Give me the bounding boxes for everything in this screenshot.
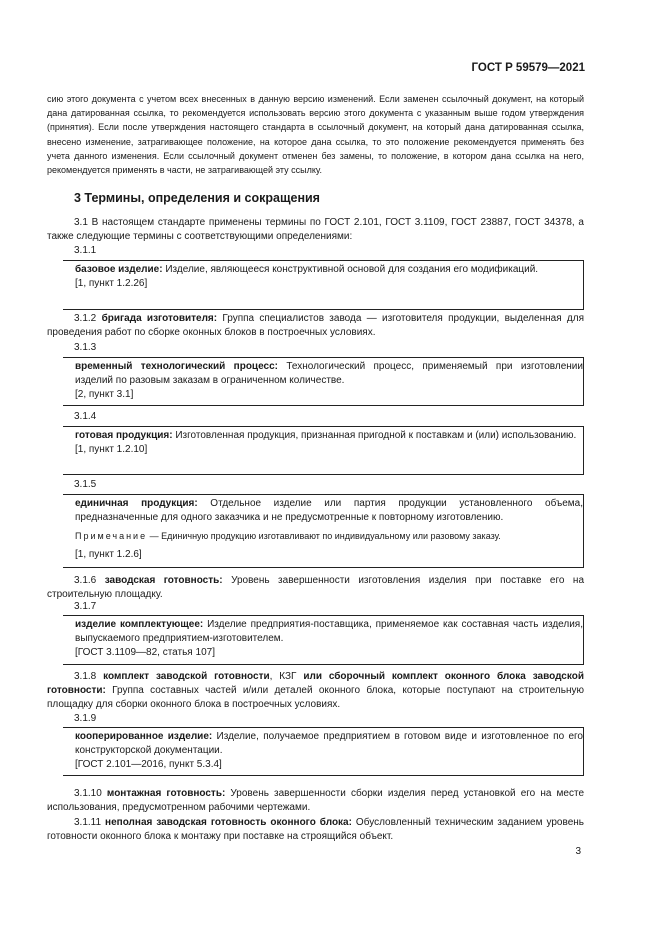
term-box <box>63 426 584 475</box>
term-definition: Группа специалистов завода — изготовителя продукции, выделенная для проведения работ по сборке оконных блоков в построечных условиях. <box>47 313 584 339</box>
term-definition: Обусловленный техническим заданием уровень готовности оконного блока к монтажу при поставке на строящийся объект. <box>47 817 584 843</box>
term-inline <box>47 670 584 713</box>
term-name: монтажная готовность: <box>106 788 226 799</box>
term-definition: Технологический процесс, применяемый при изготовлении изделий по разовым заказам в ограниченном количестве. <box>75 361 583 387</box>
term-source: [1, пункт 1.2.10] <box>75 444 148 456</box>
term-inline <box>47 816 584 844</box>
term-source: [ГОСТ 3.1109—82, статья 107] <box>75 647 215 659</box>
term-name-2: сборочный комплект оконного блока заводской готовности: <box>47 671 584 697</box>
term-abbrev: , КЗГ <box>269 671 304 682</box>
term-definition: Группа составных частей и/или деталей оконного блока, которые поступают на строительную площадку для сборки оконного блока в построечных условиях. <box>47 685 584 711</box>
term-box <box>63 357 584 406</box>
term-box <box>63 260 584 310</box>
term-name: единичная продукция: <box>75 498 198 509</box>
term-source: [1, пункт 1.2.26] <box>75 278 148 290</box>
term-definition: Отдельное изделие или партия продукции установленного объема, предназначенные для одного заказчика и не предусмотренные к повторному изготовлению. <box>75 498 583 524</box>
note-label: Примечание <box>75 531 148 542</box>
term-name: комплект заводской готовности <box>103 671 270 682</box>
term-source: [ГОСТ 2.101—2016, пункт 5.3.4] <box>75 759 222 771</box>
term-name: готовая продукция: <box>75 430 173 441</box>
term-number: 3.1.10 <box>74 788 102 799</box>
term-source: [1, пункт 1.2.6] <box>75 548 142 560</box>
term-number: 3.1.5 <box>74 479 97 490</box>
note-text: — Единичную продукцию изготавливают по индивидуальному или разовому заказу. <box>147 531 501 542</box>
term-name: базовое изделие: <box>75 264 163 275</box>
section-title: 3 Термины, определения и сокращения <box>74 191 320 205</box>
term-name: кооперированное изделие: <box>75 731 213 742</box>
term-number: 3.1.1 <box>74 245 97 256</box>
term-name: заводская готовность: <box>104 575 223 586</box>
term-number: 3.1.2 <box>74 313 97 324</box>
term-name: изделие комплектующее: <box>75 619 204 630</box>
term-inline <box>47 312 584 340</box>
term-number: 3.1.7 <box>74 601 97 612</box>
term-definition: Уровень завершенности сборки изделия перед установкой его на месте использования, предусмотренном рабочими чертежами. <box>47 788 585 814</box>
paragraph-3-1: 3.1 В настоящем стандарте применены термины по ГОСТ 2.101, ГОСТ 3.1109, ГОСТ 23887, ГОСТ 34378, а также следующие термины с соответствующими определениями: <box>47 217 584 243</box>
term-box <box>63 494 584 568</box>
term-number: 3.1.4 <box>74 411 97 422</box>
term-number: 3.1.6 <box>74 575 97 586</box>
term-name: временный технологический процесс: <box>75 361 278 372</box>
doc-code: ГОСТ Р 59579—2021 <box>471 62 585 74</box>
term-definition: Изделие, являющееся конструктивной основой для создания его модификаций. <box>162 264 539 275</box>
intro-paragraph: сию этого документа с учетом всех внесенных в данную версию изменений. Если заменен ссылочный документ, на который дана датированная ссылка, то рекомендуется использовать версию этого документа с указанным выше годом утверждения (принятия). Если после утверждения настоящего стандарта в ссылочный документ, на который дана датированная ссылка, внесено изменение, затрагивающее положение, на которое дана ссылка, то это положение рекомендуется применять без учета данного изменения. Если ссылочный документ отменен без замены, то положение, в котором дана ссылка на него, рекомендуется применять в части, не затрагивающей эту ссылку. <box>47 94 584 176</box>
term-number: 3.1.8 <box>74 671 97 682</box>
term-definition: Изделие, получаемое предприятием в готовом виде и изготовленное по его конструкторской документации. <box>75 731 583 757</box>
term-definition: Изготовленная продукция, признанная пригодной к поставкам и (или) использованию. <box>172 430 577 441</box>
term-or: или <box>303 671 322 682</box>
term-inline <box>47 574 584 602</box>
term-box <box>63 727 584 776</box>
term-number: 3.1.11 <box>74 817 102 828</box>
term-inline <box>47 787 584 815</box>
page-number: 3 <box>575 846 581 857</box>
term-source: [2, пункт 3.1] <box>75 389 134 401</box>
term-name: бригада изготовителя: <box>101 313 218 324</box>
term-definition: Уровень завершенности изготовления изделия при поставке его на строительную площадку. <box>47 575 585 601</box>
term-definition: Изделие предприятия-поставщика, применяемое как составная часть изделия, выпускаемого предприятием-изготовителем. <box>75 619 583 645</box>
term-number: 3.1.3 <box>74 342 97 353</box>
term-box <box>63 615 584 665</box>
term-note <box>75 529 583 543</box>
term-name: неполная заводская готовность оконного блока: <box>105 817 352 828</box>
term-number: 3.1.9 <box>74 713 97 724</box>
